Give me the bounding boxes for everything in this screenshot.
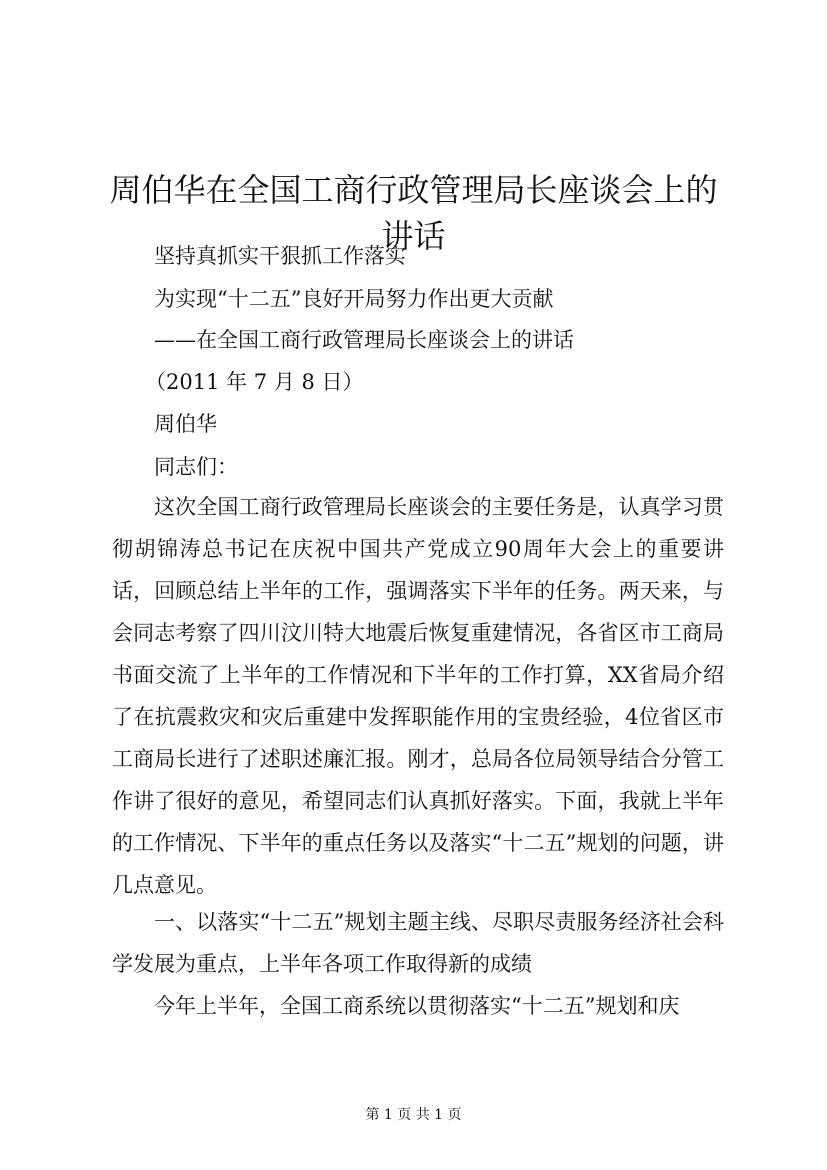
subtitle-line-3: ——在全国工商行政管理局长座谈会上的讲话 bbox=[154, 328, 574, 352]
paragraph-section-1: 今年上半年，全国工商系统以贯彻落实“十二五”规划和庆 bbox=[154, 994, 680, 1018]
subtitle-line-1: 坚持真抓实干狠抓工作落实 bbox=[154, 244, 406, 268]
salutation: 同志们： bbox=[154, 455, 238, 479]
subtitle-line-2: 为实现“十二五”良好开局努力作出更大贡献 bbox=[154, 287, 554, 311]
speech-date: （2011 年 7 月 8 日） bbox=[145, 370, 364, 394]
section-heading-1: 一、以落实“十二五”规划主题主线、尽职尽责服务经济社会科学发展为重点，上半年各项工作取得新的成绩 bbox=[112, 910, 724, 976]
speech-author: 周伯华 bbox=[154, 412, 217, 436]
paragraph-intro: 这次全国工商行政管理局长座谈会的主要任务是，认真学习贯彻胡锦涛总书记在庆祝中国共产党成立90周年大会上的重要讲话，回顾总结上半年的工作，强调落实下半年的任务。两天来，与会同志考察了四川汶川特大地震后恢复重建情况，各省区市工商局书面交流了上半年的工作情况和下半年的工作打算，XX省局介绍了在抗震救灾和灾后重建中发挥职能作用的宝贵经验，4位省区市工商局长进行了述职述廉汇报。刚才，总局各位局领导结合分管工作讲了很好的意见，希望同志们认真抓好落实。下面，我就上半年的工作情况、下半年的重点任务以及落实“十二五”规划的问题，讲几点意见。 bbox=[112, 495, 724, 897]
document-title: 周伯华在全国工商行政管理局长座谈会上的讲话 bbox=[109, 171, 718, 256]
page-number-footer: 第 1 页 共 1 页 bbox=[365, 1107, 462, 1123]
